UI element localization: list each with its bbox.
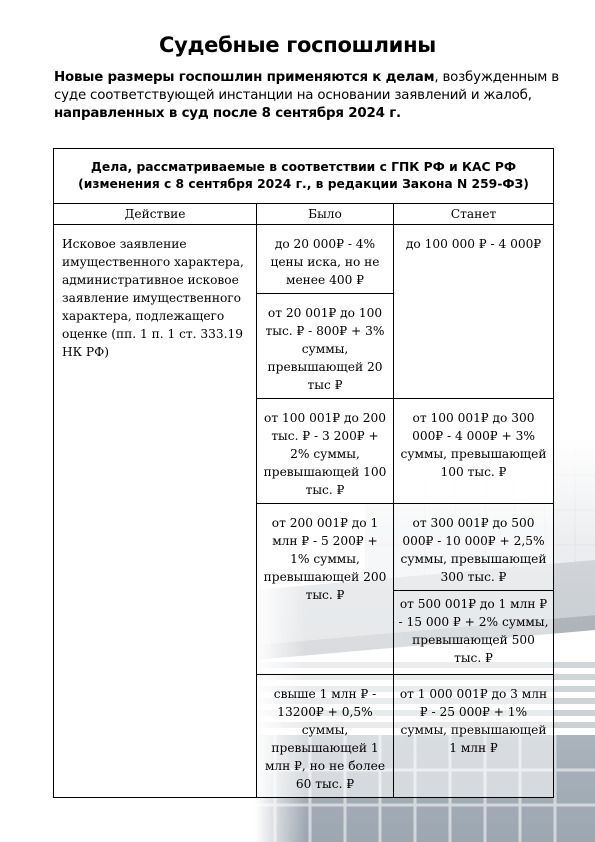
was-cell-1: до 20 000₽ - 4% цены иска, но не менее 400 ₽: [257, 225, 394, 294]
intro-bold-start: Новые размеры госпошлин применяются к делам: [54, 70, 435, 85]
column-header-will-be: Станет: [394, 204, 554, 225]
page-title: Судебные госпошлины: [158, 33, 436, 57]
was-cell-3: от 100 001₽ до 200 тыс. ₽ - 3 200₽ + 2% суммы, превышающей 100 тыс. ₽: [257, 399, 394, 504]
column-header-was: Было: [257, 204, 394, 225]
column-header-action: Действие: [54, 204, 257, 225]
table-caption-line1: Дела, рассматриваемые в соответствии с ГПК РФ и КАС РФ: [90, 160, 517, 174]
intro-bold-end: направленных в суд после 8 сентября 2024 г.: [54, 106, 401, 121]
was-cell-4: от 200 001₽ до 1 млн ₽ - 5 200₽ + 1% суммы, превышающей 200 тыс. ₽: [257, 504, 394, 675]
intro-paragraph: [54, 69, 564, 123]
will-be-cell-1: до 100 000 ₽ - 4 000₽: [394, 225, 554, 399]
action-cell: Исковое заявление имущественного характера, административное исковое заявление имущественного характера, подлежащего оценке (пп. 1 п. 1 ст. 333.19 НК РФ): [54, 225, 257, 798]
will-be-cell-5: от 1 000 001₽ до 3 млн ₽ - 25 000₽ + 1% суммы, превышающей 1 млн ₽: [394, 675, 554, 798]
was-cell-2: от 20 001₽ до 100 тыс. ₽ - 800₽ + 3% суммы, превышающей 20 тыс ₽: [257, 294, 394, 399]
will-be-cell-3: от 300 001₽ до 500 000₽ - 10 000₽ + 2,5% суммы, превышающей 300 тыс. ₽: [394, 504, 554, 591]
table-caption: [54, 149, 554, 204]
intro-middle: , возбужденным в суде соответствующей инстанции на основании заявлений и жалоб,: [54, 70, 559, 103]
table-caption-line2: (изменения с 8 сентября 2024 г., в редакции Закона N 259-ФЗ): [78, 177, 529, 191]
fees-table: [53, 148, 554, 798]
will-be-cell-2: от 100 001₽ до 300 000₽ - 4 000₽ + 3% суммы, превышающей 100 тыс. ₽: [394, 399, 554, 504]
was-cell-5: свыше 1 млн ₽ - 13200₽ + 0,5% суммы, превышающей 1 млн ₽, но не более 60 тыс. ₽: [257, 675, 394, 798]
will-be-cell-4: от 500 001₽ до 1 млн ₽ - 15 000 ₽ + 2% суммы, превышающей 500 тыс. ₽: [394, 591, 554, 675]
